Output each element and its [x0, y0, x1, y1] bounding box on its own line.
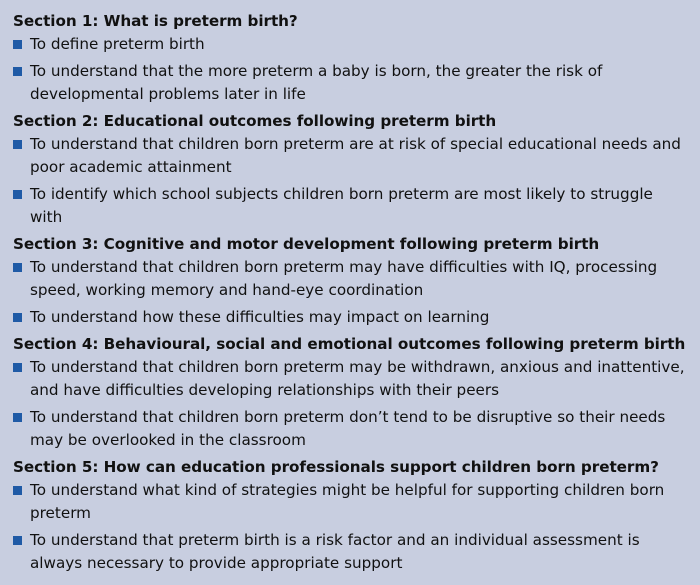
list-item — [13, 406, 686, 452]
list-item — [13, 33, 686, 56]
objective-text: To understand that children born preterm are at risk of special educational needs and poor academic attainment — [30, 135, 681, 176]
list-item — [13, 529, 686, 575]
square-bullet-icon — [13, 486, 22, 495]
section-title: Section 1: What is preterm birth? — [13, 12, 298, 30]
objective-text: To identify which school subjects children born preterm are most likely to struggle with — [30, 185, 653, 226]
list-item — [13, 256, 686, 302]
objective-list — [13, 256, 686, 329]
objective-text: To understand that children born preterm may be withdrawn, anxious and inattentive, and have difficulties developing relationships with their peers — [30, 358, 685, 399]
section-title: Section 4: Behavioural, social and emotional outcomes following preterm birth — [13, 335, 686, 353]
section-2 — [13, 110, 686, 229]
objective-list — [13, 356, 686, 452]
objective-text: To define preterm birth — [30, 35, 205, 53]
section-title: Section 2: Educational outcomes following preterm birth — [13, 112, 497, 130]
section-4 — [13, 333, 686, 452]
square-bullet-icon — [13, 413, 22, 422]
section-title: Section 3: Cognitive and motor development following preterm birth — [13, 235, 600, 253]
square-bullet-icon — [13, 313, 22, 322]
square-bullet-icon — [13, 190, 22, 199]
list-item — [13, 60, 686, 106]
list-item — [13, 183, 686, 229]
section-3 — [13, 233, 686, 329]
square-bullet-icon — [13, 67, 22, 76]
square-bullet-icon — [13, 263, 22, 272]
objective-text: To understand that the more preterm a baby is born, the greater the risk of developmental problems later in life — [30, 62, 603, 103]
section-5 — [13, 456, 686, 575]
list-item — [13, 133, 686, 179]
objective-text: To understand that children born preterm may have difficulties with IQ, processing speed, working memory and hand-eye coordination — [30, 258, 658, 299]
objective-text: To understand that preterm birth is a risk factor and an individual assessment is always necessary to provide appropriate support — [30, 531, 640, 572]
objective-text: To understand how these difficulties may impact on learning — [30, 308, 490, 326]
section-title: Section 5: How can education professionals support children born preterm? — [13, 458, 659, 476]
objective-list — [13, 479, 686, 575]
objective-list — [13, 33, 686, 106]
list-item — [13, 479, 686, 525]
square-bullet-icon — [13, 140, 22, 149]
list-item — [13, 356, 686, 402]
section-1 — [13, 10, 686, 106]
square-bullet-icon — [13, 536, 22, 545]
objective-text: To understand that children born preterm don’t tend to be disruptive so their needs may be overlooked in the classroom — [30, 408, 666, 449]
square-bullet-icon — [13, 363, 22, 372]
objective-text: To understand what kind of strategies might be helpful for supporting children born preterm — [30, 481, 665, 522]
list-item — [13, 306, 686, 329]
square-bullet-icon — [13, 40, 22, 49]
objective-list — [13, 133, 686, 229]
